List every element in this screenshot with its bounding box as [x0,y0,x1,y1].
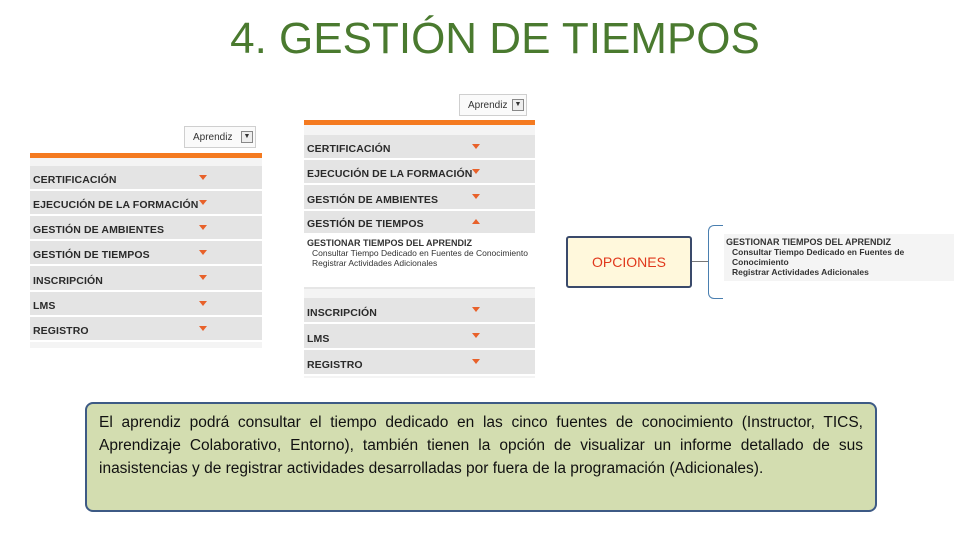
menu-item-ambientes[interactable] [304,185,535,211]
role-select-value: Aprendiz [468,99,508,111]
page-title: 4. GESTIÓN DE TIEMPOS [230,14,760,63]
submenu-tiempos [304,235,535,289]
caret-down-icon[interactable] [199,175,207,180]
options-heading: GESTIONAR TIEMPOS DEL APRENDIZ [726,237,892,247]
menu-item-label: LMS [307,333,330,345]
menu-item-label: GESTIÓN DE AMBIENTES [33,224,165,236]
submenu-heading: GESTIONAR TIEMPOS DEL APRENDIZ [307,238,473,248]
menu-topbar [30,120,262,153]
menu-left [30,120,262,348]
caret-down-icon[interactable] [472,359,480,364]
menu-item-label: REGISTRO [33,325,89,337]
option-registrar[interactable]: Registrar Actividades Adicionales [732,267,869,277]
submenu-option-consultar[interactable]: Consultar Tiempo Dedicado en Fuentes de Conocimiento [312,248,528,258]
menu-item-label: EJECUCIÓN DE LA FORMACIÓN [33,199,199,211]
menu-item-certificacion[interactable] [30,166,262,191]
menu-right [304,90,535,378]
opciones-label: OPCIONES [592,254,666,270]
caret-down-icon[interactable] [199,250,207,255]
menu-item-label: CERTIFICACIÓN [33,174,117,186]
caret-down-icon[interactable] [199,200,207,205]
caret-down-icon[interactable] [472,333,480,338]
caret-down-icon[interactable] [472,169,480,174]
caret-down-icon[interactable] [199,225,207,230]
menu-item-label: GESTIÓN DE TIEMPOS [33,249,150,261]
menu-item-ambientes[interactable] [30,216,262,241]
menu-topbar [304,90,535,120]
menu-item-tiempos[interactable] [304,211,535,235]
caret-down-icon[interactable] [472,307,480,312]
caret-down-icon[interactable] [199,301,207,306]
chevron-down-icon[interactable]: ▼ [241,131,253,143]
caret-down-icon[interactable] [472,194,480,199]
caret-down-icon[interactable] [472,144,480,149]
opciones-box [566,236,692,288]
description-box [85,402,877,512]
menu-item-tiempos[interactable] [30,241,262,266]
chevron-down-icon[interactable]: ▼ [512,99,524,111]
menu-item-lms[interactable] [30,292,262,317]
connector-line [692,261,708,262]
menu-item-ejecucion[interactable] [30,191,262,216]
menu-item-label: INSCRIPCIÓN [33,275,103,287]
menu-item-inscripcion[interactable] [30,266,262,292]
menu-item-registro[interactable] [304,350,535,376]
menu-item-label: GESTIÓN DE TIEMPOS [307,218,424,230]
menu-item-label: GESTIÓN DE AMBIENTES [307,194,439,206]
menu-item-registro[interactable] [30,317,262,342]
menu-item-label: CERTIFICACIÓN [307,143,391,155]
menu-item-lms[interactable] [304,324,535,350]
role-select[interactable] [184,126,256,148]
caret-down-icon[interactable] [199,326,207,331]
option-consultar[interactable]: Consultar Tiempo Dedicado en Fuentes de Conocimiento [732,247,905,267]
menu-item-inscripcion[interactable] [304,298,535,324]
caret-down-icon[interactable] [199,275,207,280]
menu-item-ejecucion[interactable] [304,160,535,185]
role-select[interactable] [459,94,527,116]
options-panel [724,234,954,281]
menu-item-label: LMS [33,300,56,312]
menu-item-label: REGISTRO [307,359,363,371]
menu-item-label: EJECUCIÓN DE LA FORMACIÓN [307,168,473,180]
caret-up-icon[interactable] [472,219,480,224]
submenu-option-registrar[interactable]: Registrar Actividades Adicionales [312,258,438,268]
description-text: El aprendiz podrá consultar el tiempo dedicado en las cinco fuentes de conocimiento (Instructor, TICS, Aprendizaje Colaborativo, Entorno), también tienen la opción de visualizar un informe detallado de sus inasistencias y de registrar actividades desarrolladas por fuera de la programación (Adicionales). [99,414,863,477]
role-select-value: Aprendiz [193,131,233,143]
bracket-icon [708,225,723,299]
menu-item-label: INSCRIPCIÓN [307,307,377,319]
menu-item-certificacion[interactable] [304,135,535,160]
